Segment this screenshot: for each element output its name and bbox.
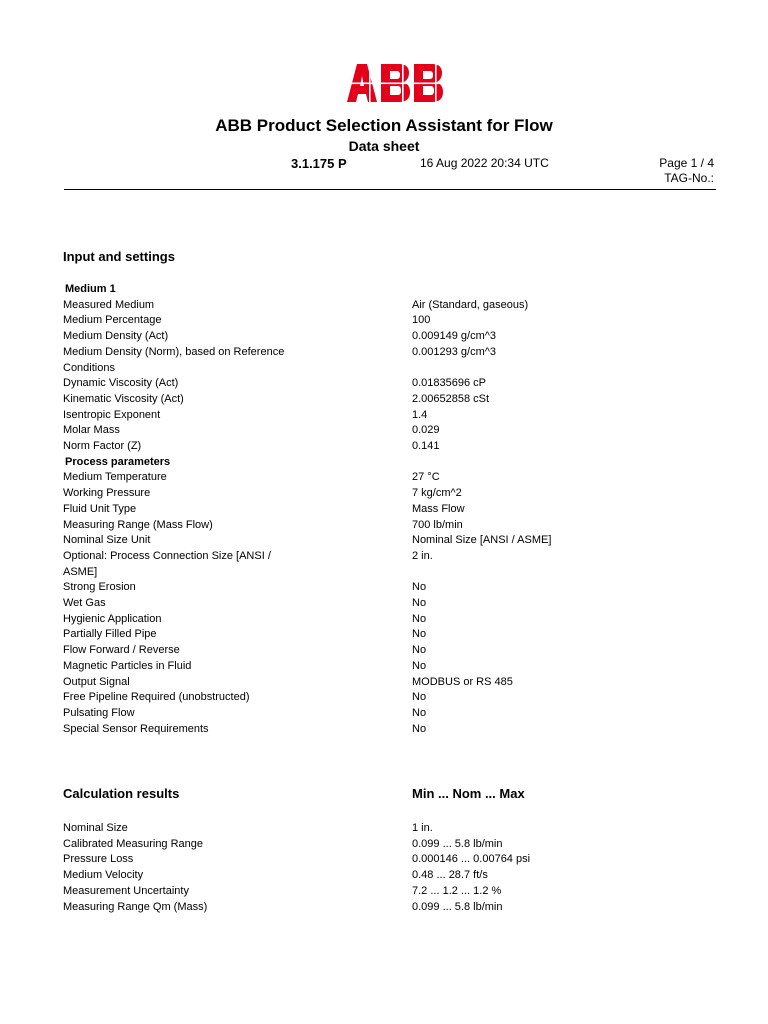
row-label: Pressure Loss [63, 853, 134, 866]
header-divider [64, 189, 716, 190]
row-value: No [412, 612, 427, 625]
table-row [63, 392, 663, 408]
medium-group-heading: Medium 1 [65, 283, 116, 295]
page-number: Page 1 / 4 [659, 156, 714, 170]
table-row [63, 298, 663, 314]
table-row [63, 596, 663, 612]
table-row [63, 722, 663, 738]
table-row [63, 868, 663, 884]
row-value: No [412, 597, 427, 610]
row-value: 0.141 [412, 440, 440, 453]
row-value: No [412, 644, 427, 657]
row-label: Measurement Uncertainty [63, 884, 189, 897]
row-value: Mass Flow [412, 502, 465, 515]
row-value: 0.01835696 cP [412, 377, 487, 390]
table-row [63, 690, 663, 706]
row-value: 1.4 [412, 408, 428, 421]
row-value: MODBUS or RS 485 [412, 675, 513, 688]
table-row [63, 884, 663, 900]
row-label: Fluid Unit Type [63, 502, 137, 515]
row-label: Calibrated Measuring Range [63, 837, 204, 850]
row-value: No [412, 722, 427, 735]
row-label: Nominal Size Unit [63, 534, 151, 547]
row-value: 0.001293 g/cm^3 [412, 345, 497, 358]
row-value: 0.48 ... 28.7 ft/s [412, 869, 488, 882]
table-row [63, 439, 663, 455]
range-heading: Min ... Nom ... Max [412, 786, 525, 801]
row-label: Pulsating Flow [63, 706, 135, 719]
table-row [63, 643, 663, 659]
table-row [63, 706, 663, 722]
row-label: Flow Forward / Reverse [63, 644, 180, 657]
row-label: Wet Gas [63, 597, 106, 610]
row-value: No [412, 691, 427, 704]
row-value: 0.000146 ... 0.00764 psi [412, 853, 531, 866]
table-row [63, 423, 663, 439]
table-row [63, 518, 663, 534]
row-label: Medium Velocity [63, 869, 144, 882]
table-row [63, 580, 663, 596]
row-label: Magnetic Particles in Fluid [63, 659, 192, 672]
row-value: 700 lb/min [412, 518, 463, 531]
tag-number: TAG-No.: [664, 171, 714, 185]
calc-table [63, 821, 663, 915]
row-label: Dynamic Viscosity (Act) [63, 377, 179, 390]
table-row [63, 821, 663, 837]
document-subtitle: Data sheet [348, 138, 420, 154]
row-label: Nominal Size [63, 822, 128, 834]
row-value: 0.099 ... 5.8 lb/min [412, 900, 503, 913]
row-label: Measuring Range Qm (Mass) [63, 900, 208, 913]
row-label: Working Pressure [63, 487, 151, 500]
table-row [63, 852, 663, 868]
table-row [63, 627, 663, 643]
row-value: No [412, 628, 427, 641]
row-label: Medium Density (Norm), based on Reference Conditions [63, 345, 285, 374]
row-label: Hygienic Application [63, 612, 162, 625]
row-value: 0.009149 g/cm^3 [412, 330, 497, 343]
row-value: 2.00652858 cSt [412, 392, 490, 405]
row-label: Molar Mass [63, 424, 120, 437]
table-row [63, 376, 663, 392]
row-label: Free Pipeline Required (unobstructed) [63, 691, 250, 704]
table-row [63, 612, 663, 628]
row-value: 1 in. [412, 822, 433, 834]
process-group-heading: Process parameters [65, 455, 171, 468]
calc-section-heading: Calculation results [63, 786, 180, 801]
row-label: Optional: Process Connection Size [ANSI / ASME] [63, 549, 271, 578]
row-label: Measured Medium [63, 298, 155, 311]
row-value: 27 °C [412, 471, 440, 484]
table-row [63, 900, 663, 916]
timestamp: 16 Aug 2022 20:34 UTC [420, 156, 549, 170]
row-value: 7 kg/cm^2 [412, 487, 462, 500]
row-value: Nominal Size [ANSI / ASME] [412, 534, 552, 547]
input-table [63, 282, 663, 737]
input-section-heading: Input and settings [63, 249, 175, 264]
table-row [63, 659, 663, 675]
table-row [63, 408, 663, 424]
row-value: 7.2 ... 1.2 ... 1.2 % [412, 884, 502, 897]
table-row [63, 837, 663, 853]
abb-logo [347, 64, 445, 102]
table-row [63, 502, 663, 518]
table-row [63, 345, 663, 376]
version-number: 3.1.175 P [291, 156, 347, 171]
row-value: No [412, 581, 427, 594]
table-row [63, 329, 663, 345]
row-label: Isentropic Exponent [63, 408, 161, 421]
row-label: Medium Temperature [63, 471, 167, 484]
row-label: Kinematic Viscosity (Act) [63, 392, 184, 405]
row-label: Measuring Range (Mass Flow) [63, 518, 213, 531]
row-value: Air (Standard, gaseous) [412, 298, 529, 311]
row-label: Norm Factor (Z) [63, 440, 142, 453]
document-title: ABB Product Selection Assistant for Flow [215, 116, 553, 135]
table-row [63, 549, 663, 580]
table-row [63, 470, 663, 486]
row-value: 2 in. [412, 549, 433, 562]
row-label: Output Signal [63, 675, 130, 688]
row-value: 0.029 [412, 424, 440, 437]
table-row [63, 675, 663, 691]
table-row [63, 313, 663, 329]
row-label: Medium Density (Act) [63, 330, 169, 343]
row-label: Special Sensor Requirements [63, 722, 209, 735]
row-value: 100 [412, 314, 431, 327]
table-row [63, 486, 663, 502]
row-label: Partially Filled Pipe [63, 628, 157, 641]
row-value: No [412, 706, 427, 719]
row-value: 0.099 ... 5.8 lb/min [412, 837, 503, 850]
table-row [63, 533, 663, 549]
row-label: Strong Erosion [63, 581, 136, 594]
row-label: Medium Percentage [63, 314, 162, 327]
row-value: No [412, 659, 427, 672]
